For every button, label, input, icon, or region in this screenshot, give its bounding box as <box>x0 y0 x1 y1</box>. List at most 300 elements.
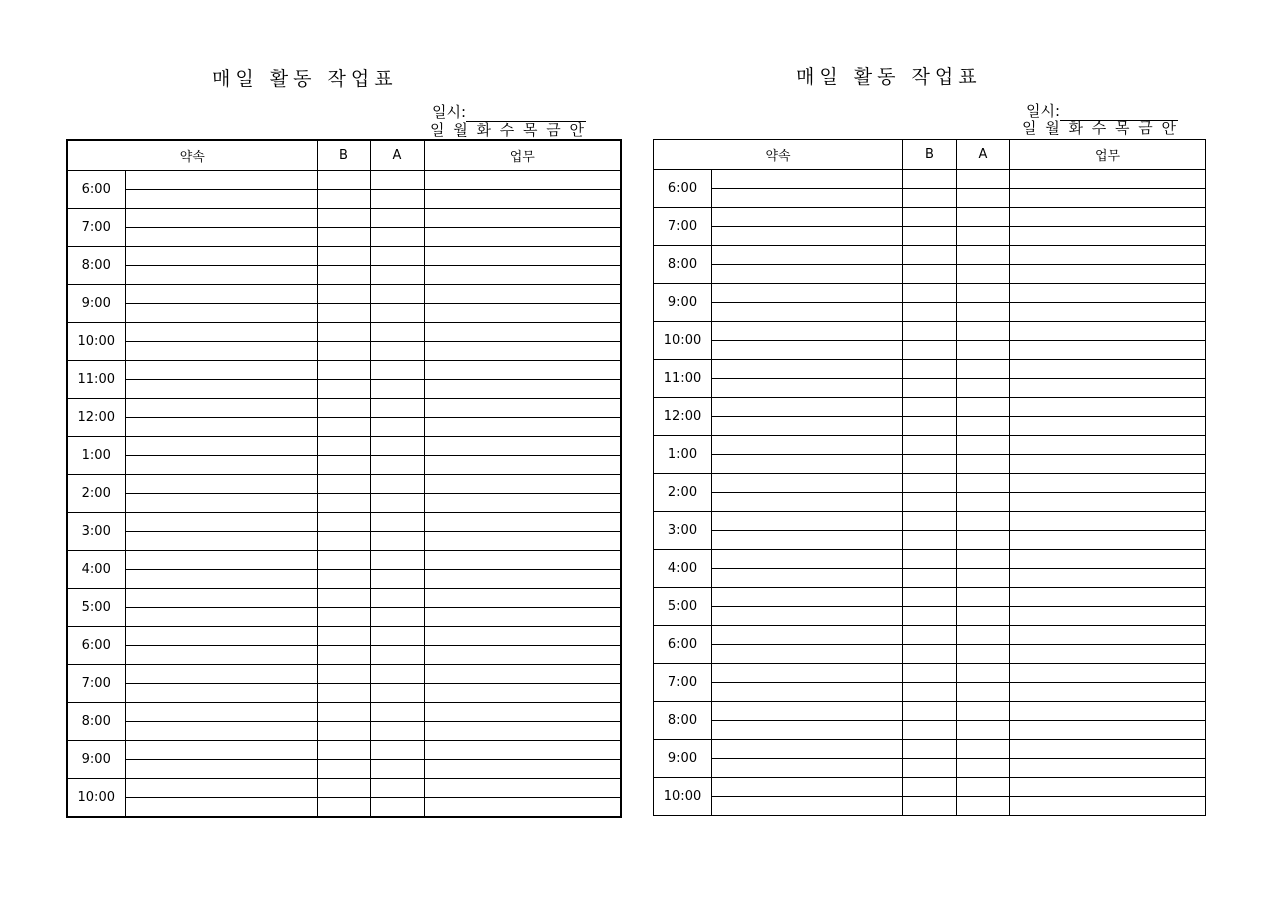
b-cell[interactable] <box>903 759 957 778</box>
task-cell[interactable] <box>1010 360 1206 379</box>
a-cell[interactable] <box>370 399 424 418</box>
appointment-cell[interactable] <box>125 247 317 266</box>
table-row <box>67 304 621 323</box>
b-cell[interactable] <box>317 722 370 741</box>
task-cell[interactable] <box>1010 588 1206 607</box>
appointment-cell[interactable] <box>125 627 317 646</box>
appointment-cell[interactable] <box>125 703 317 722</box>
appointment-cell[interactable] <box>125 684 317 703</box>
appointment-cell[interactable] <box>712 797 903 816</box>
task-cell[interactable] <box>424 209 621 228</box>
a-cell[interactable] <box>370 209 424 228</box>
table-row <box>654 759 1206 778</box>
a-cell[interactable] <box>370 361 424 380</box>
task-cell[interactable] <box>424 760 621 779</box>
appointment-cell[interactable] <box>712 683 903 702</box>
b-cell[interactable] <box>903 284 957 303</box>
task-cell[interactable] <box>1010 664 1206 683</box>
table-row <box>67 627 621 646</box>
time-label: 4:00 <box>654 550 712 588</box>
a-cell[interactable] <box>370 380 424 399</box>
task-cell[interactable] <box>424 513 621 532</box>
table-row <box>654 284 1206 303</box>
task-cell[interactable] <box>424 304 621 323</box>
a-cell[interactable] <box>957 588 1010 607</box>
table-row <box>654 550 1206 569</box>
a-cell[interactable] <box>957 626 1010 645</box>
a-cell[interactable] <box>957 436 1010 455</box>
appointment-cell[interactable] <box>125 513 317 532</box>
b-cell[interactable] <box>903 778 957 797</box>
table-row <box>67 285 621 304</box>
task-cell[interactable] <box>1010 778 1206 797</box>
task-cell[interactable] <box>424 551 621 570</box>
task-cell[interactable] <box>424 779 621 798</box>
b-cell[interactable] <box>317 589 370 608</box>
task-cell[interactable] <box>1010 759 1206 778</box>
task-cell[interactable] <box>424 703 621 722</box>
task-cell[interactable] <box>424 741 621 760</box>
a-cell[interactable] <box>957 531 1010 550</box>
a-cell[interactable] <box>957 645 1010 664</box>
b-cell[interactable] <box>317 684 370 703</box>
appointment-cell[interactable] <box>125 722 317 741</box>
task-cell[interactable] <box>1010 474 1206 493</box>
b-cell[interactable] <box>903 265 957 284</box>
appointment-cell[interactable] <box>125 304 317 323</box>
appointment-cell[interactable] <box>712 455 903 474</box>
a-cell[interactable] <box>370 190 424 209</box>
appointment-cell[interactable] <box>125 665 317 684</box>
time-label: 12:00 <box>67 399 125 437</box>
appointment-cell[interactable] <box>712 379 903 398</box>
task-cell[interactable] <box>424 247 621 266</box>
task-cell[interactable] <box>424 380 621 399</box>
appointment-cell[interactable] <box>125 266 317 285</box>
task-cell[interactable] <box>1010 189 1206 208</box>
appointment-cell[interactable] <box>712 626 903 645</box>
task-cell[interactable] <box>1010 721 1206 740</box>
time-label: 7:00 <box>67 209 125 247</box>
a-cell[interactable] <box>957 227 1010 246</box>
task-cell[interactable] <box>424 437 621 456</box>
appointment-cell[interactable] <box>125 171 317 190</box>
task-cell[interactable] <box>424 228 621 247</box>
b-cell[interactable] <box>903 626 957 645</box>
task-cell[interactable] <box>424 798 621 818</box>
task-cell[interactable] <box>424 171 621 190</box>
appointment-cell[interactable] <box>712 759 903 778</box>
appointment-cell[interactable] <box>125 741 317 760</box>
b-cell[interactable] <box>903 474 957 493</box>
weekday-selector[interactable]: 일 월 화 수 목 금 안 <box>1022 119 1179 137</box>
a-cell[interactable] <box>370 475 424 494</box>
b-cell[interactable] <box>317 551 370 570</box>
a-cell[interactable] <box>957 702 1010 721</box>
appointment-cell[interactable] <box>712 664 903 683</box>
b-cell[interactable] <box>903 721 957 740</box>
task-cell[interactable] <box>424 361 621 380</box>
task-cell[interactable] <box>1010 436 1206 455</box>
a-cell[interactable] <box>370 760 424 779</box>
a-cell[interactable] <box>957 512 1010 531</box>
b-cell[interactable] <box>317 247 370 266</box>
task-cell[interactable] <box>1010 740 1206 759</box>
a-cell[interactable] <box>957 341 1010 360</box>
a-cell[interactable] <box>957 797 1010 816</box>
b-cell[interactable] <box>317 741 370 760</box>
time-label: 3:00 <box>654 512 712 550</box>
appointment-cell[interactable] <box>712 417 903 436</box>
b-cell[interactable] <box>317 494 370 513</box>
task-cell[interactable] <box>424 665 621 684</box>
a-cell[interactable] <box>370 171 424 190</box>
b-cell[interactable] <box>317 760 370 779</box>
task-cell[interactable] <box>1010 284 1206 303</box>
task-cell[interactable] <box>1010 265 1206 284</box>
task-cell[interactable] <box>1010 455 1206 474</box>
b-cell[interactable] <box>903 246 957 265</box>
a-cell[interactable] <box>370 684 424 703</box>
appointment-cell[interactable] <box>125 608 317 627</box>
b-cell[interactable] <box>903 398 957 417</box>
a-cell[interactable] <box>370 722 424 741</box>
task-cell[interactable] <box>424 456 621 475</box>
appointment-cell[interactable] <box>712 227 903 246</box>
task-cell[interactable] <box>1010 170 1206 189</box>
task-cell[interactable] <box>424 285 621 304</box>
appointment-cell[interactable] <box>712 474 903 493</box>
b-cell[interactable] <box>317 304 370 323</box>
b-cell[interactable] <box>317 380 370 399</box>
task-cell[interactable] <box>424 323 621 342</box>
appointment-cell[interactable] <box>712 341 903 360</box>
appointment-cell[interactable] <box>125 798 317 818</box>
a-cell[interactable] <box>957 360 1010 379</box>
b-cell[interactable] <box>317 570 370 589</box>
a-cell[interactable] <box>370 304 424 323</box>
b-cell[interactable] <box>317 228 370 247</box>
b-cell[interactable] <box>903 550 957 569</box>
task-cell[interactable] <box>1010 246 1206 265</box>
header-appointment: 약속 <box>67 140 317 171</box>
schedule-body <box>654 170 1206 816</box>
appointment-cell[interactable] <box>712 550 903 569</box>
b-cell[interactable] <box>317 418 370 437</box>
b-cell[interactable] <box>317 665 370 684</box>
b-cell[interactable] <box>903 455 957 474</box>
b-cell[interactable] <box>903 607 957 626</box>
b-cell[interactable] <box>903 702 957 721</box>
a-cell[interactable] <box>957 455 1010 474</box>
task-cell[interactable] <box>1010 702 1206 721</box>
appointment-cell[interactable] <box>712 588 903 607</box>
appointment-cell[interactable] <box>712 778 903 797</box>
b-cell[interactable] <box>903 493 957 512</box>
task-cell[interactable] <box>1010 607 1206 626</box>
a-cell[interactable] <box>370 228 424 247</box>
a-cell[interactable] <box>370 779 424 798</box>
b-cell[interactable] <box>317 285 370 304</box>
b-cell[interactable] <box>903 170 957 189</box>
b-cell[interactable] <box>317 361 370 380</box>
appointment-cell[interactable] <box>125 532 317 551</box>
b-cell[interactable] <box>317 323 370 342</box>
task-cell[interactable] <box>1010 379 1206 398</box>
a-cell[interactable] <box>370 589 424 608</box>
b-cell[interactable] <box>317 608 370 627</box>
b-cell[interactable] <box>317 399 370 418</box>
a-cell[interactable] <box>370 494 424 513</box>
b-cell[interactable] <box>317 342 370 361</box>
task-cell[interactable] <box>424 190 621 209</box>
appointment-cell[interactable] <box>712 360 903 379</box>
appointment-cell[interactable] <box>125 456 317 475</box>
a-cell[interactable] <box>957 208 1010 227</box>
b-cell[interactable] <box>903 740 957 759</box>
appointment-cell[interactable] <box>712 740 903 759</box>
a-cell[interactable] <box>957 170 1010 189</box>
b-cell[interactable] <box>903 512 957 531</box>
appointment-cell[interactable] <box>125 418 317 437</box>
task-cell[interactable] <box>424 532 621 551</box>
a-cell[interactable] <box>370 437 424 456</box>
b-cell[interactable] <box>903 417 957 436</box>
appointment-cell[interactable] <box>125 399 317 418</box>
b-cell[interactable] <box>317 437 370 456</box>
appointment-cell[interactable] <box>712 607 903 626</box>
b-cell[interactable] <box>317 171 370 190</box>
task-cell[interactable] <box>424 722 621 741</box>
a-cell[interactable] <box>957 398 1010 417</box>
b-cell[interactable] <box>903 588 957 607</box>
a-cell[interactable] <box>957 550 1010 569</box>
task-cell[interactable] <box>424 494 621 513</box>
a-cell[interactable] <box>370 342 424 361</box>
a-cell[interactable] <box>370 266 424 285</box>
a-cell[interactable] <box>957 721 1010 740</box>
task-cell[interactable] <box>424 418 621 437</box>
a-cell[interactable] <box>370 418 424 437</box>
b-cell[interactable] <box>317 798 370 818</box>
task-cell[interactable] <box>424 266 621 285</box>
table-row <box>654 512 1206 531</box>
task-cell[interactable] <box>1010 683 1206 702</box>
time-label: 9:00 <box>67 285 125 323</box>
b-cell[interactable] <box>903 303 957 322</box>
appointment-cell[interactable] <box>712 512 903 531</box>
task-cell[interactable] <box>1010 531 1206 550</box>
table-row <box>67 741 621 760</box>
a-cell[interactable] <box>957 379 1010 398</box>
task-cell[interactable] <box>1010 626 1206 645</box>
table-row <box>654 493 1206 512</box>
time-label: 9:00 <box>67 741 125 779</box>
appointment-cell[interactable] <box>125 646 317 665</box>
a-cell[interactable] <box>370 456 424 475</box>
appointment-cell[interactable] <box>125 570 317 589</box>
table-row <box>67 171 621 190</box>
a-cell[interactable] <box>957 759 1010 778</box>
appointment-cell[interactable] <box>712 303 903 322</box>
b-cell[interactable] <box>317 703 370 722</box>
table-row <box>67 228 621 247</box>
appointment-cell[interactable] <box>712 493 903 512</box>
task-cell[interactable] <box>1010 550 1206 569</box>
a-cell[interactable] <box>370 627 424 646</box>
task-cell[interactable] <box>1010 322 1206 341</box>
a-cell[interactable] <box>957 284 1010 303</box>
task-cell[interactable] <box>424 475 621 494</box>
a-cell[interactable] <box>957 474 1010 493</box>
appointment-cell[interactable] <box>712 322 903 341</box>
a-cell[interactable] <box>957 664 1010 683</box>
b-cell[interactable] <box>317 513 370 532</box>
appointment-cell[interactable] <box>712 436 903 455</box>
weekday-selector[interactable]: 일 월 화 수 목 금 안 <box>430 121 587 139</box>
b-cell[interactable] <box>317 627 370 646</box>
a-cell[interactable] <box>370 247 424 266</box>
b-cell[interactable] <box>903 569 957 588</box>
a-cell[interactable] <box>957 265 1010 284</box>
task-cell[interactable] <box>1010 797 1206 816</box>
appointment-cell[interactable] <box>712 721 903 740</box>
task-cell[interactable] <box>424 627 621 646</box>
task-cell[interactable] <box>424 399 621 418</box>
a-cell[interactable] <box>957 246 1010 265</box>
appointment-cell[interactable] <box>125 551 317 570</box>
task-cell[interactable] <box>1010 398 1206 417</box>
appointment-cell[interactable] <box>712 189 903 208</box>
appointment-cell[interactable] <box>712 284 903 303</box>
b-cell[interactable] <box>317 456 370 475</box>
b-cell[interactable] <box>903 797 957 816</box>
task-cell[interactable] <box>1010 512 1206 531</box>
b-cell[interactable] <box>903 436 957 455</box>
task-cell[interactable] <box>1010 341 1206 360</box>
b-cell[interactable] <box>903 379 957 398</box>
b-cell[interactable] <box>903 227 957 246</box>
appointment-cell[interactable] <box>125 190 317 209</box>
appointment-cell[interactable] <box>125 760 317 779</box>
appointment-cell[interactable] <box>712 265 903 284</box>
a-cell[interactable] <box>370 551 424 570</box>
a-cell[interactable] <box>957 417 1010 436</box>
appointment-cell[interactable] <box>125 209 317 228</box>
appointment-cell[interactable] <box>712 702 903 721</box>
a-cell[interactable] <box>370 285 424 304</box>
appointment-cell[interactable] <box>712 208 903 227</box>
a-cell[interactable] <box>370 570 424 589</box>
a-cell[interactable] <box>957 683 1010 702</box>
a-cell[interactable] <box>957 189 1010 208</box>
a-cell[interactable] <box>370 646 424 665</box>
a-cell[interactable] <box>370 513 424 532</box>
task-cell[interactable] <box>424 570 621 589</box>
task-cell[interactable] <box>424 589 621 608</box>
table-row <box>67 722 621 741</box>
appointment-cell[interactable] <box>125 437 317 456</box>
a-cell[interactable] <box>370 323 424 342</box>
time-label: 10:00 <box>67 779 125 818</box>
task-cell[interactable] <box>1010 227 1206 246</box>
task-cell[interactable] <box>424 608 621 627</box>
appointment-cell[interactable] <box>712 246 903 265</box>
a-cell[interactable] <box>370 665 424 684</box>
a-cell[interactable] <box>957 322 1010 341</box>
appointment-cell[interactable] <box>125 323 317 342</box>
table-row <box>67 380 621 399</box>
time-label: 1:00 <box>654 436 712 474</box>
a-cell[interactable] <box>370 608 424 627</box>
a-cell[interactable] <box>957 569 1010 588</box>
task-cell[interactable] <box>424 684 621 703</box>
time-label: 7:00 <box>67 665 125 703</box>
b-cell[interactable] <box>903 645 957 664</box>
b-cell[interactable] <box>903 322 957 341</box>
b-cell[interactable] <box>903 208 957 227</box>
task-cell[interactable] <box>1010 569 1206 588</box>
a-cell[interactable] <box>957 607 1010 626</box>
b-cell[interactable] <box>317 475 370 494</box>
table-row <box>67 456 621 475</box>
b-cell[interactable] <box>903 683 957 702</box>
appointment-cell[interactable] <box>125 228 317 247</box>
a-cell[interactable] <box>957 493 1010 512</box>
appointment-cell[interactable] <box>125 589 317 608</box>
appointment-cell[interactable] <box>125 494 317 513</box>
b-cell[interactable] <box>317 646 370 665</box>
appointment-cell[interactable] <box>125 342 317 361</box>
b-cell[interactable] <box>317 209 370 228</box>
appointment-cell[interactable] <box>712 569 903 588</box>
appointment-cell[interactable] <box>125 380 317 399</box>
appointment-cell[interactable] <box>712 170 903 189</box>
task-cell[interactable] <box>424 342 621 361</box>
b-cell[interactable] <box>903 531 957 550</box>
appointment-cell[interactable] <box>125 475 317 494</box>
task-cell[interactable] <box>1010 303 1206 322</box>
time-label: 3:00 <box>67 513 125 551</box>
a-cell[interactable] <box>957 778 1010 797</box>
task-cell[interactable] <box>1010 417 1206 436</box>
a-cell[interactable] <box>370 798 424 818</box>
b-cell[interactable] <box>317 266 370 285</box>
b-cell[interactable] <box>317 779 370 798</box>
b-cell[interactable] <box>903 189 957 208</box>
b-cell[interactable] <box>903 360 957 379</box>
a-cell[interactable] <box>370 741 424 760</box>
task-cell[interactable] <box>1010 493 1206 512</box>
task-cell[interactable] <box>1010 208 1206 227</box>
appointment-cell[interactable] <box>712 645 903 664</box>
b-cell[interactable] <box>903 664 957 683</box>
b-cell[interactable] <box>903 341 957 360</box>
a-cell[interactable] <box>370 703 424 722</box>
appointment-cell[interactable] <box>125 361 317 380</box>
b-cell[interactable] <box>317 190 370 209</box>
a-cell[interactable] <box>957 740 1010 759</box>
appointment-cell[interactable] <box>712 398 903 417</box>
appointment-cell[interactable] <box>125 285 317 304</box>
b-cell[interactable] <box>317 532 370 551</box>
a-cell[interactable] <box>370 532 424 551</box>
task-cell[interactable] <box>1010 645 1206 664</box>
a-cell[interactable] <box>957 303 1010 322</box>
appointment-cell[interactable] <box>125 779 317 798</box>
appointment-cell[interactable] <box>712 531 903 550</box>
task-cell[interactable] <box>424 646 621 665</box>
